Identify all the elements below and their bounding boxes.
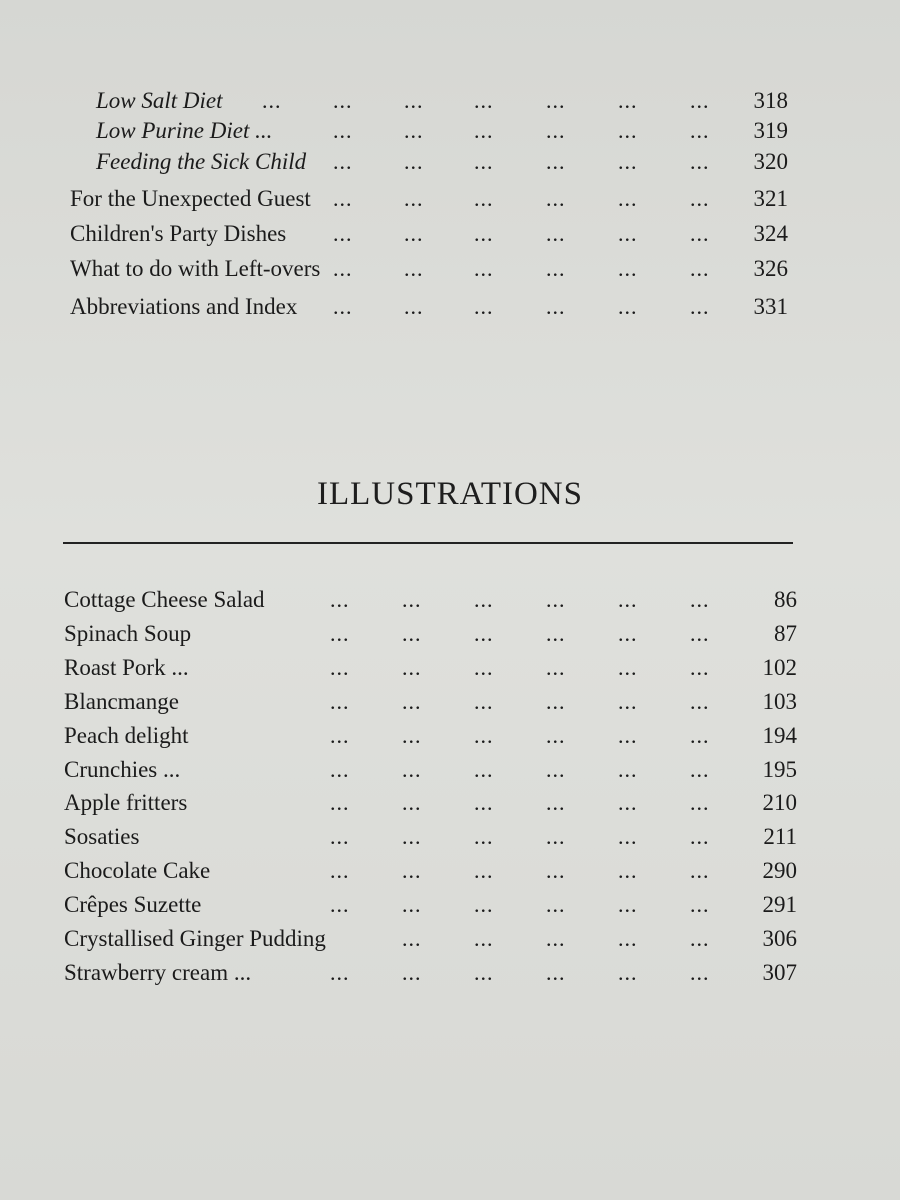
leader-dots: ... — [546, 858, 566, 884]
leader-dots: ... — [402, 688, 422, 714]
leader-dots: ... — [618, 256, 638, 281]
leader-dots: ... — [474, 654, 494, 680]
leader-dots: ... — [474, 118, 494, 143]
entry-label: Low Salt Diet — [96, 88, 223, 113]
leader-dots: ... — [690, 654, 710, 680]
leader-dots: ... — [546, 620, 566, 646]
leader-dots: ... — [404, 186, 424, 211]
contents-entry — [96, 88, 788, 122]
leader-dots: ... — [546, 186, 566, 211]
entry-label: Low Purine Diet ... — [96, 118, 273, 143]
leader-dots: ... — [546, 824, 566, 850]
leader-dots: ... — [333, 221, 353, 246]
illustrations-heading: ILLUSTRATIONS — [317, 476, 583, 512]
leader-dots: ... — [474, 790, 494, 816]
leader-dots: ... — [618, 149, 638, 174]
leader-dots: ... — [402, 790, 422, 816]
entry-page-number: 320 — [753, 149, 788, 174]
leader-dots: ... — [402, 926, 422, 951]
leader-dots: ... — [333, 256, 353, 281]
leader-dots: ... — [690, 824, 710, 850]
entry-label: Feeding the Sick Child — [96, 149, 307, 174]
leader-dots: ... — [546, 118, 566, 143]
leader-dots: ... — [333, 88, 353, 113]
leader-dots: ... — [402, 620, 422, 646]
entry-page-number: 306 — [762, 926, 797, 951]
illustration-entry — [64, 587, 797, 621]
illustration-entry — [64, 824, 797, 858]
leader-dots: ... — [333, 118, 353, 143]
entry-label: What to do with Left-overs — [70, 256, 321, 281]
leader-dots: ... — [474, 186, 494, 211]
entry-label: Spinach Soup — [64, 620, 192, 646]
leader-dots: ... — [402, 858, 422, 884]
entry-page-number: 102 — [762, 654, 797, 680]
leader-dots: ... — [333, 149, 353, 174]
leader-dots: ... — [474, 959, 494, 985]
entry-page-number: 86 — [774, 587, 797, 612]
leader-dots: ... — [333, 186, 353, 211]
entry-page-number: 331 — [753, 294, 788, 319]
leader-dots: ... — [546, 587, 566, 612]
leader-dots: ... — [690, 221, 710, 246]
leader-dots: ... — [404, 118, 424, 143]
leader-dots: ... — [474, 221, 494, 246]
leader-dots: ... — [330, 654, 350, 680]
leader-dots: ... — [474, 926, 494, 951]
leader-dots: ... — [330, 858, 350, 884]
leader-dots: ... — [262, 88, 282, 113]
leader-dots: ... — [690, 186, 710, 211]
leader-dots: ... — [546, 756, 566, 782]
leader-dots: ... — [690, 892, 710, 918]
leader-dots: ... — [618, 926, 638, 951]
leader-dots: ... — [618, 722, 638, 748]
entry-label: Crêpes Suzette — [64, 892, 202, 918]
leader-dots: ... — [474, 149, 494, 174]
leader-dots: ... — [402, 587, 422, 612]
leader-dots: ... — [546, 790, 566, 816]
illustration-entry — [64, 689, 797, 723]
leader-dots: ... — [690, 858, 710, 884]
leader-dots: ... — [330, 722, 350, 748]
entry-page-number: 318 — [753, 88, 788, 113]
illustration-entry — [64, 858, 797, 892]
contents-entry — [70, 186, 788, 220]
leader-dots: ... — [618, 620, 638, 646]
leader-dots: ... — [618, 756, 638, 782]
leader-dots: ... — [618, 858, 638, 884]
entry-label: Crunchies ... — [64, 756, 181, 782]
leader-dots: ... — [404, 221, 424, 246]
leader-dots: ... — [474, 587, 494, 612]
leader-dots: ... — [690, 959, 710, 985]
leader-dots: ... — [546, 294, 566, 319]
leader-dots: ... — [618, 790, 638, 816]
leader-dots: ... — [402, 824, 422, 850]
illustration-entry — [64, 621, 797, 655]
entry-label: Chocolate Cake — [64, 858, 211, 884]
leader-dots: ... — [474, 756, 494, 782]
leader-dots: ... — [474, 722, 494, 748]
leader-dots: ... — [474, 688, 494, 714]
leader-dots: ... — [404, 88, 424, 113]
leader-dots: ... — [618, 186, 638, 211]
leader-dots: ... — [546, 926, 566, 951]
leader-dots: ... — [474, 892, 494, 918]
leader-dots: ... — [404, 294, 424, 319]
leader-dots: ... — [474, 824, 494, 850]
leader-dots: ... — [402, 756, 422, 782]
contents-entry — [96, 118, 788, 152]
entry-label: Peach delight — [64, 722, 189, 748]
leader-dots: ... — [474, 858, 494, 884]
entry-page-number: 210 — [762, 790, 797, 816]
entry-label: Abbreviations and Index — [70, 294, 298, 319]
leader-dots: ... — [546, 88, 566, 113]
entry-label: Roast Pork ... — [64, 654, 189, 680]
leader-dots: ... — [333, 294, 353, 319]
entry-page-number: 87 — [774, 620, 797, 646]
leader-dots: ... — [690, 688, 710, 714]
leader-dots: ... — [546, 688, 566, 714]
entry-page-number: 291 — [762, 892, 797, 918]
leader-dots: ... — [690, 620, 710, 646]
leader-dots: ... — [474, 294, 494, 319]
leader-dots: ... — [330, 824, 350, 850]
illustration-entry — [64, 757, 797, 791]
entry-page-number: 307 — [762, 959, 797, 985]
leader-dots: ... — [546, 959, 566, 985]
entry-label: Crystallised Ginger Pudding — [64, 926, 326, 951]
entry-label: Children's Party Dishes — [70, 221, 287, 246]
leader-dots: ... — [330, 892, 350, 918]
leader-dots: ... — [546, 221, 566, 246]
leader-dots: ... — [402, 959, 422, 985]
entry-page-number: 195 — [762, 756, 797, 782]
leader-dots: ... — [402, 892, 422, 918]
entry-page-number: 326 — [753, 256, 788, 281]
contents-entry — [70, 221, 788, 255]
leader-dots: ... — [474, 88, 494, 113]
leader-dots: ... — [330, 959, 350, 985]
entry-label: Sosaties — [64, 824, 140, 850]
leader-dots: ... — [404, 149, 424, 174]
contents-entry — [70, 294, 788, 328]
illustration-entry — [64, 926, 797, 960]
entry-label: Strawberry cream ... — [64, 959, 252, 985]
leader-dots: ... — [330, 756, 350, 782]
illustration-entry — [64, 723, 797, 757]
leader-dots: ... — [330, 790, 350, 816]
entry-page-number: 324 — [753, 221, 788, 246]
leader-dots: ... — [402, 722, 422, 748]
entry-page-number: 194 — [762, 722, 797, 748]
contents-entry — [96, 149, 788, 183]
leader-dots: ... — [618, 959, 638, 985]
leader-dots: ... — [330, 688, 350, 714]
entry-page-number: 211 — [763, 824, 797, 850]
leader-dots: ... — [546, 149, 566, 174]
illustration-entry — [64, 892, 797, 926]
leader-dots: ... — [546, 654, 566, 680]
leader-dots: ... — [618, 587, 638, 612]
entry-page-number: 290 — [762, 858, 797, 884]
illustration-entry — [64, 655, 797, 689]
leader-dots: ... — [402, 654, 422, 680]
entry-label: Blancmange — [64, 688, 179, 714]
entry-label: Apple fritters — [64, 790, 188, 816]
leader-dots: ... — [404, 256, 424, 281]
leader-dots: ... — [618, 688, 638, 714]
contents-entry — [70, 256, 788, 290]
leader-dots: ... — [546, 722, 566, 748]
leader-dots: ... — [690, 149, 710, 174]
entry-label: Cottage Cheese Salad — [64, 587, 265, 612]
entry-label: For the Unexpected Guest — [70, 186, 311, 211]
leader-dots: ... — [330, 620, 350, 646]
leader-dots: ... — [690, 926, 710, 951]
leader-dots: ... — [690, 294, 710, 319]
leader-dots: ... — [618, 892, 638, 918]
leader-dots: ... — [618, 654, 638, 680]
leader-dots: ... — [690, 722, 710, 748]
heading-rule — [63, 542, 793, 544]
leader-dots: ... — [690, 256, 710, 281]
leader-dots: ... — [618, 118, 638, 143]
leader-dots: ... — [618, 824, 638, 850]
leader-dots: ... — [618, 88, 638, 113]
entry-page-number: 319 — [753, 118, 788, 143]
entry-page-number: 321 — [753, 186, 788, 211]
leader-dots: ... — [474, 256, 494, 281]
illustration-entry — [64, 960, 797, 994]
entry-page-number: 103 — [762, 688, 797, 714]
leader-dots: ... — [618, 294, 638, 319]
leader-dots: ... — [690, 756, 710, 782]
leader-dots: ... — [546, 256, 566, 281]
leader-dots: ... — [690, 118, 710, 143]
leader-dots: ... — [546, 892, 566, 918]
illustration-entry — [64, 790, 797, 824]
leader-dots: ... — [330, 587, 350, 612]
leader-dots: ... — [618, 221, 638, 246]
leader-dots: ... — [690, 790, 710, 816]
leader-dots: ... — [474, 620, 494, 646]
leader-dots: ... — [690, 587, 710, 612]
leader-dots: ... — [690, 88, 710, 113]
